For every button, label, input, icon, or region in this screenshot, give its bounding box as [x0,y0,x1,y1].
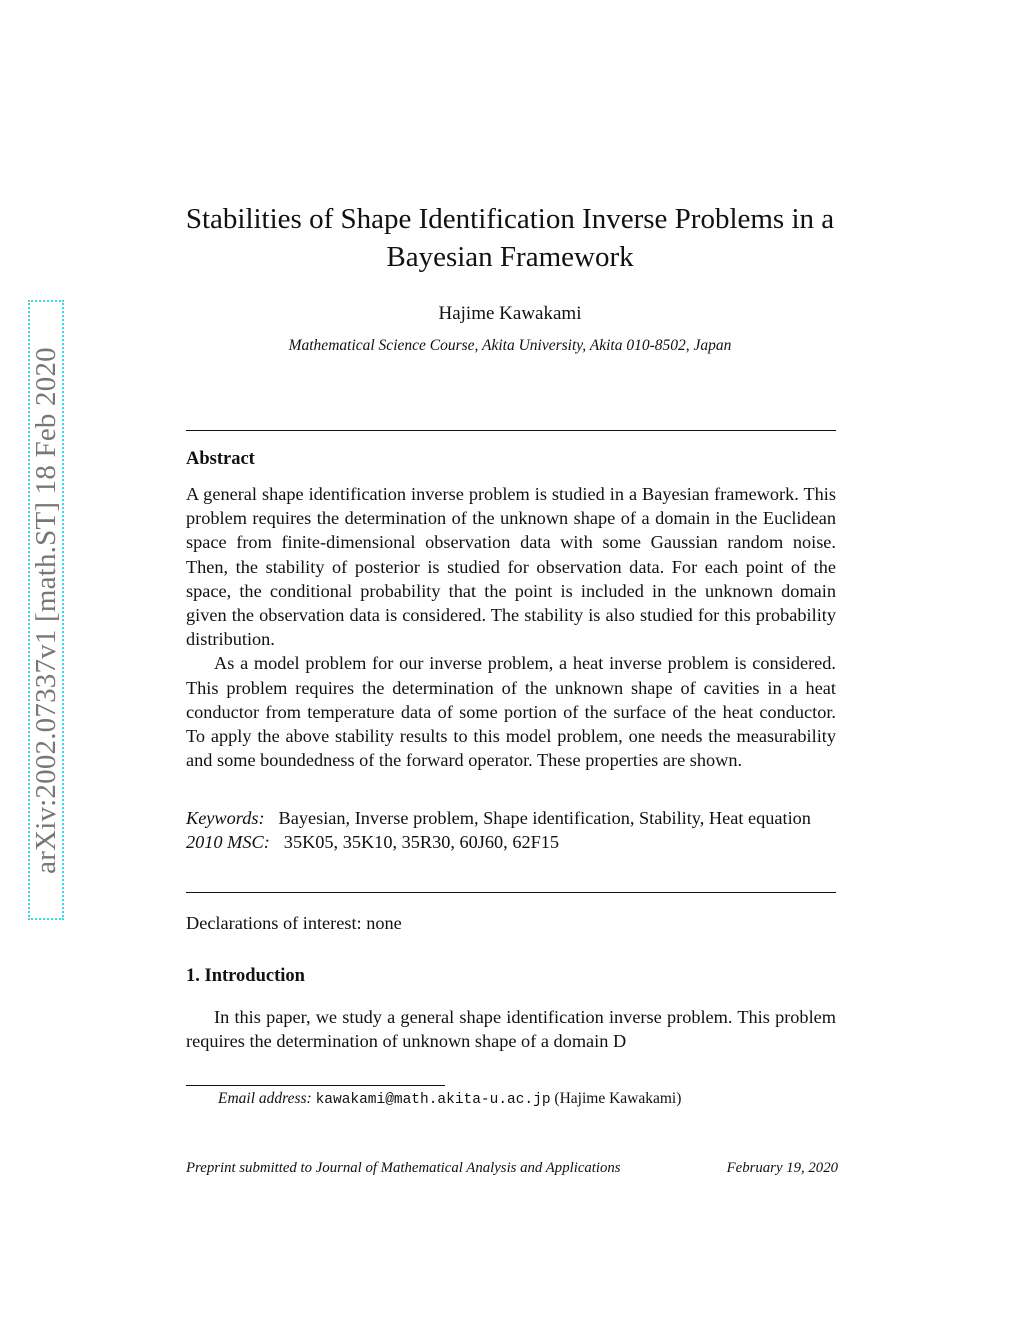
preprint-date: February 19, 2020 [726,1160,838,1176]
msc-value: 35K05, 35K10, 35R30, 60J60, 62F15 [283,832,560,853]
introduction-body [186,1005,836,1053]
abstract-top-rule [186,430,836,431]
arxiv-stamp[interactable] [28,300,64,920]
msc-label: 2010 MSC: [186,832,270,853]
title-line-2: Bayesian Framework [386,241,634,273]
introduction-heading: 1. Introduction [186,966,305,986]
abstract-bottom-rule [186,892,836,893]
declarations: Declarations of interest: none [186,913,402,933]
preprint-line [186,1160,838,1177]
preprint-journal: Preprint submitted to Journal of Mathematical Analysis and Applications [186,1160,621,1176]
arxiv-stamp-text: arXiv:2002.07337v1 [math.ST] 18 Feb 2020 [29,346,62,874]
title-line-1: Stabilities of Shape Identification Inverse Problems in a [185,203,835,235]
abstract-body [186,482,836,772]
keywords-block [186,806,836,854]
footnote-rule [186,1085,445,1086]
abstract-paragraph-1: A general shape identification inverse problem is studied in a Bayesian framework. This problem requires the determination of the unknown shape of a domain in the Euclidean space from finite-dimensional observation data with some Gaussian random noise. Then, the stability of posterior is studied for observation data. For each point of the space, the conditional probability that the point is included in the unknown domain given the observation data is considered. The stability is also studied for this probability distribution. [186,484,836,650]
footnote [218,1090,681,1108]
paper-title [160,200,860,276]
author-affiliation: Mathematical Science Course, Akita University, Akita 010-8502, Japan [288,337,732,354]
footnote-author: (Hajime Kawakami) [554,1090,682,1107]
email-label: Email address: [218,1090,312,1107]
introduction-paragraph: In this paper, we study a general shape identification inverse problem. This problem requires the determination of unknown shape of a domain D [186,1007,836,1052]
author-name: Hajime Kawakami [438,303,582,324]
abstract-heading: Abstract [186,449,255,469]
email-address[interactable]: kawakami@math.akita-u.ac.jp [315,1092,551,1108]
abstract-paragraph-2: As a model problem for our inverse problem, a heat inverse problem is considered. This problem requires the determination of the unknown shape of cavities in a heat conductor from temperature data of some portion of the surface of the heat conductor. To apply the above stability results to this model problem, one needs the measurability and some boundedness of the forward operator. These properties are shown. [186,653,836,771]
keywords-label: Keywords: [186,808,265,828]
keywords-value: Bayesian, Inverse problem, Shape identification, Stability, Heat equation [278,808,811,828]
